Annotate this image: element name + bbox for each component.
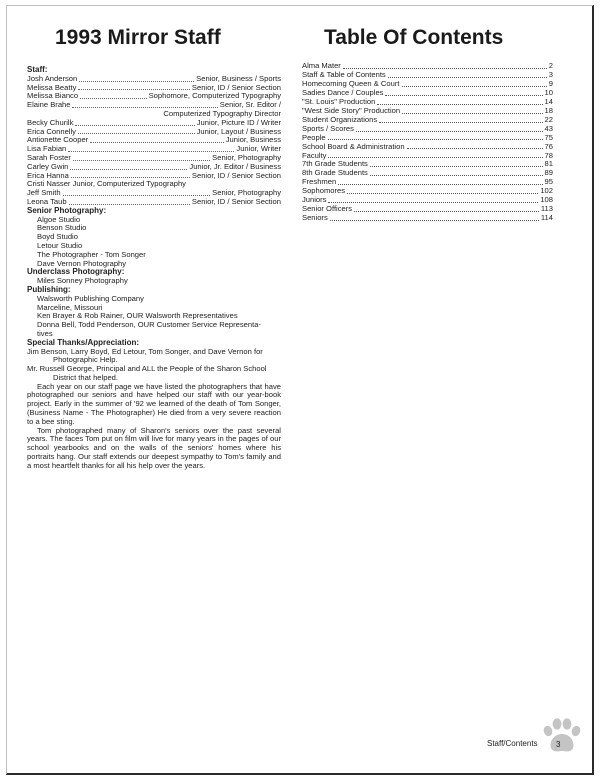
staff-name: Antionette Cooper [27, 135, 89, 145]
staff-list [27, 75, 281, 207]
staff-name: Erica Hanna [27, 170, 69, 180]
toc-page-number: 114 [540, 213, 553, 223]
dot-leader [343, 68, 547, 69]
toc-page-number: 95 [544, 177, 553, 187]
dot-leader [71, 177, 190, 178]
staff-role: Senior, Photography [212, 152, 281, 162]
dot-leader [79, 81, 194, 82]
dot-leader [68, 151, 234, 152]
toc-title: Table Of Contents [324, 26, 504, 49]
dot-leader [330, 220, 539, 221]
staff-role: Junior, Layout / Business [196, 126, 281, 136]
toc-label: Student Organizations [302, 114, 378, 124]
publishing-line: Walsworth Publishing Company [37, 293, 144, 303]
dot-leader [73, 160, 210, 161]
toc-entry [302, 205, 553, 214]
staff-role: Sophomore, Computerized Typography [148, 91, 281, 101]
toc-page-number: 10 [544, 87, 553, 97]
dot-leader [328, 157, 542, 158]
staff-name: Jeff Smith [27, 188, 61, 198]
staff-role: Senior, ID / Senior Section [191, 170, 281, 180]
toc-label: Staff & Table of Contents [302, 70, 386, 80]
toc-label: Senior Officers [302, 204, 353, 214]
dot-leader [328, 202, 538, 203]
toc-label: Freshmen [302, 177, 337, 187]
publishing-line: Donna Bell, Todd Penderson, OUR Customer Service Representa- [37, 320, 261, 330]
dot-leader [72, 107, 217, 108]
dot-leader [402, 86, 547, 87]
toc-entry [302, 142, 553, 151]
staff-heading: Staff: [27, 65, 48, 74]
staff-name: Carley Gwin [27, 161, 69, 171]
table-of-contents [302, 62, 553, 223]
dot-leader [75, 125, 194, 126]
toc-label: Juniors [302, 195, 327, 205]
footer-section-label: Staff/Contents [487, 739, 538, 748]
thanks-line: Photographic Help. [53, 355, 118, 365]
staff-role: Senior, Photography [212, 188, 281, 198]
memorial-paragraph: Tom photographed many of Sharon's seniors over the past several years. The faces Tom put on film will live for many years in the pages of our school yearbooks and on the walls of the seniors' homes where his portraits hang. Our staff extends our deepest sympathy to Tom's family and a most heartfelt thanks for all his help over the years. [27, 425, 281, 470]
page-number: 3 [556, 740, 561, 749]
dot-leader [377, 104, 542, 105]
staff-name: Erica Connelly [27, 126, 76, 136]
studio-item: Dave Vernon Photography [37, 258, 127, 268]
toc-label: 7th Grade Students [302, 159, 368, 169]
toc-label: Faculty [302, 150, 327, 160]
toc-page-number: 18 [544, 105, 553, 115]
toc-page-number: 43 [544, 123, 553, 133]
toc-page-number: 75 [544, 132, 553, 142]
staff-column [27, 66, 281, 471]
staff-name: Melissa Beatty [27, 82, 77, 92]
studio-item: Algoe Studio [37, 214, 81, 224]
toc-label: Homecoming Queen & Court [302, 79, 400, 89]
toc-page-number: 102 [540, 186, 553, 196]
toc-label: "West Side Story" Production [302, 105, 401, 115]
toc-entry [302, 187, 553, 196]
staff-title: 1993 Mirror Staff [55, 26, 221, 49]
toc-page-number: 89 [544, 168, 553, 178]
toc-page-number: 78 [544, 150, 553, 160]
memorial-paragraph: Each year on our staff page we have listed the photographers that have photographed our seniors and have helped our staff with our year-book project. Early in the summer of '92 we learned of the death of Tom Songer, (Business Name - The Photographer) He died from a very severe reaction to a bee sting. [27, 381, 281, 426]
dot-leader [370, 175, 543, 176]
toc-entry [302, 169, 553, 178]
staff-role: Senior, Business / Sports [196, 73, 281, 83]
studio-item: The Photographer - Tom Songer [37, 249, 146, 259]
dot-leader [328, 139, 543, 140]
staff-name: Lisa Fabian [27, 144, 67, 154]
dot-leader [78, 133, 195, 134]
toc-label: People [302, 132, 326, 142]
toc-page-number: 108 [540, 195, 553, 205]
dot-leader [370, 166, 543, 167]
dot-leader [69, 204, 190, 205]
dot-leader [338, 184, 542, 185]
staff-role: Senior, ID / Senior Section [191, 82, 281, 92]
toc-label: Seniors [302, 213, 328, 223]
dot-leader [354, 211, 539, 212]
publishing-line: Marceline, Missouri [37, 302, 103, 312]
staff-role: Senior, ID / Senior Section [191, 196, 281, 206]
staff-role: Junior, Writer [236, 144, 281, 154]
dot-leader [356, 131, 543, 132]
studio-item: Benson Studio [37, 223, 87, 233]
staff-name: Cristi Nasser Junior, Computerized Typography [27, 179, 186, 189]
publishing-heading: Publishing: [27, 284, 71, 294]
staff-role: Computerized Typography Director [163, 108, 281, 118]
dot-leader [385, 95, 542, 96]
toc-page-number: 22 [544, 114, 553, 124]
toc-label: Sports / Scores [302, 123, 354, 133]
publishing-line: Ken Brayer & Rob Rainer, OUR Walsworth Representatives [37, 311, 238, 321]
dot-leader [70, 169, 187, 170]
senior-photography-list [27, 216, 281, 269]
dot-leader [80, 98, 147, 99]
staff-name: Becky Churilk [27, 117, 74, 127]
special-thanks-list [27, 348, 281, 383]
thanks-line: District that helped. [53, 372, 118, 382]
dot-leader [388, 77, 547, 78]
toc-page-number: 3 [548, 70, 553, 80]
toc-page-number: 14 [544, 96, 553, 106]
staff-role: Senior, Sr. Editor / [219, 100, 281, 110]
toc-page-number: 9 [548, 79, 553, 89]
toc-page-number: 76 [544, 141, 553, 151]
staff-name: Leona Taub [27, 196, 67, 206]
toc-label: "St. Louis" Production [302, 96, 376, 106]
studio-item: Boyd Studio [37, 232, 78, 242]
underclass-photography-heading: Underclass Photography: [27, 267, 125, 277]
toc-page-number: 81 [544, 159, 553, 169]
dot-leader [63, 195, 211, 196]
toc-page-number: 2 [548, 61, 553, 71]
staff-role: Junior, Picture ID / Writer [196, 117, 281, 127]
toc-label: Alma Mater [302, 61, 341, 71]
publishing-list [27, 295, 281, 339]
staff-role: Junior, Business [225, 135, 281, 145]
special-thanks-heading: Special Thanks/Appreciation: [27, 337, 140, 347]
dot-leader [78, 89, 190, 90]
staff-name: Elaine Brahe [27, 100, 71, 110]
staff-role: Junior, Jr. Editor / Business [189, 161, 281, 171]
dot-leader [407, 148, 543, 149]
staff-name: Melissa Bianco [27, 91, 79, 101]
publishing-line: tives [37, 328, 53, 338]
dot-leader [90, 142, 223, 143]
toc-label: Sadies Dance / Couples [302, 87, 384, 97]
toc-label: School Board & Administration [302, 141, 405, 151]
paw-print-icon [540, 717, 584, 755]
thanks-line: Mr. Russell George, Principal and ALL the People of the Sharon School [27, 364, 267, 374]
thanks-line: Jim Benson, Larry Boyd, Ed Letour, Tom Songer, and Dave Vernon for [27, 346, 263, 356]
toc-label: 8th Grade Students [302, 168, 368, 178]
studio-item: Miles Sonney Photography [37, 276, 128, 286]
toc-page-number: 113 [540, 204, 553, 214]
dot-leader [347, 193, 538, 194]
staff-name: Sarah Foster [27, 152, 71, 162]
toc-entry [302, 214, 553, 223]
toc-entry [302, 125, 553, 134]
memorial-text [27, 383, 281, 471]
senior-photography-heading: Senior Photography: [27, 205, 107, 215]
studio-item: Letour Studio [37, 240, 83, 250]
dot-leader [379, 122, 542, 123]
dot-leader [402, 113, 542, 114]
toc-label: Sophomores [302, 186, 346, 196]
staff-name: Josh Anderson [27, 73, 78, 83]
